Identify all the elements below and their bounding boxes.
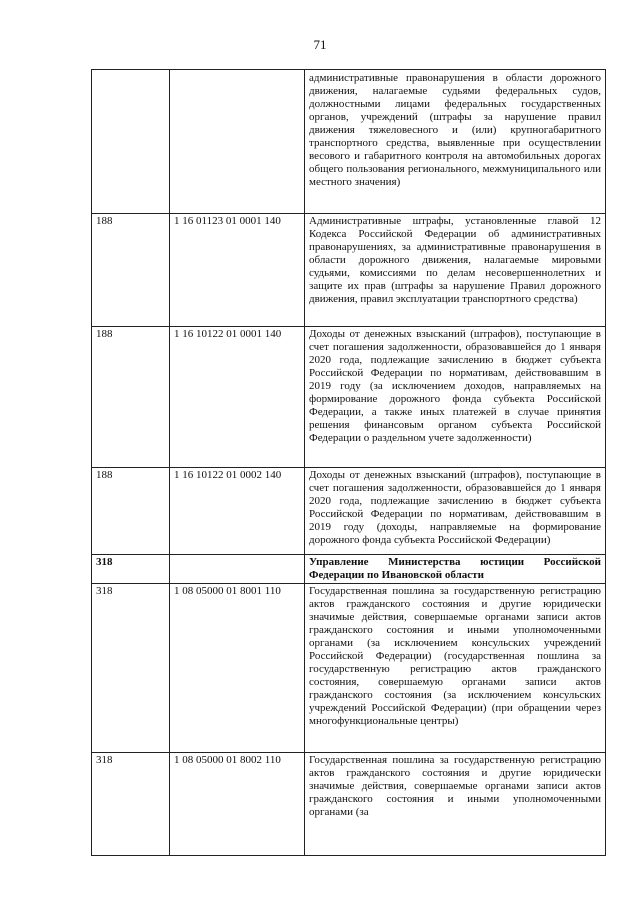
table-row	[92, 584, 606, 753]
description-cell: Административные штрафы, установленные главой 12 Кодекса Российской Федерации об административных правонарушениях, за административные правонарушения в области дорожного движения, налагаемые мировыми судьями, комиссиями по делам несовершеннолетних и защите их прав (штрафы за нарушение Правил дорожного движения, правил эксплуатации транспортного средства)	[305, 214, 606, 327]
admin-code-cell: 188	[92, 327, 170, 468]
kbk-cell: 1 16 10122 01 0001 140	[170, 327, 305, 468]
budget-classification-table	[91, 69, 606, 856]
admin-code-cell: 188	[92, 214, 170, 327]
table-row	[92, 214, 606, 327]
kbk-cell: 1 16 01123 01 0001 140	[170, 214, 305, 327]
kbk-cell	[170, 555, 305, 584]
admin-code-cell: 318	[92, 584, 170, 753]
description-cell: Государственная пошлина за государственную регистрацию актов гражданского состояния и другие юридически значимые действия, совершаемые органами записи актов гражданского состояния и иными уполномоченными органами (за исключением консульских учреждений Российской Федерации) (государственная пошлина за государственную регистрацию актов гражданского состояния, совершаемую органами записи актов гражданского состояния (за исключением консульских учреждений Российской Федерации) (при обращении через многофункциональные центры)	[305, 584, 606, 753]
kbk-cell: 1 16 10122 01 0002 140	[170, 468, 305, 555]
kbk-cell	[170, 70, 305, 214]
page-number: 71	[313, 37, 327, 52]
table-row	[92, 327, 606, 468]
description-cell: административные правонарушения в области дорожного движения, налагаемые судьями федеральных судов, должностными лицами федеральных государственных органов, учреждений (штрафы за нарушение правил движения тяжеловесного и (или) крупногабаритного транспортного средства, выявленные при осуществлении весового и габаритного контроля на автомобильных дорогах общего пользования регионального, межмуниципального или местного значения)	[305, 70, 606, 214]
admin-code-cell	[92, 70, 170, 214]
kbk-cell: 1 08 05000 01 8002 110	[170, 753, 305, 856]
description-cell: Доходы от денежных взысканий (штрафов), поступающие в счет погашения задолженности, образовавшейся до 1 января 2020 года, подлежащие зачислению в бюджет субъекта Российской Федерации по нормативам, действовавшим в 2019 году (доходы, направляемые на формирование дорожного фонда субъекта Российской Федерации)	[305, 468, 606, 555]
table-row	[92, 468, 606, 555]
description-cell: Государственная пошлина за государственную регистрацию актов гражданского состояния и другие юридически значимые действия, совершаемые органами записи актов гражданского состояния и иными уполномоченными органами (за	[305, 753, 606, 856]
kbk-cell: 1 08 05000 01 8001 110	[170, 584, 305, 753]
table-row	[92, 70, 606, 214]
section-title-cell: Управление Министерства юстиции Российской Федерации по Ивановской области	[305, 555, 606, 584]
admin-code-cell: 318	[92, 753, 170, 856]
table-row	[92, 753, 606, 856]
table-row-section-header	[92, 555, 606, 584]
admin-code-cell: 318	[92, 555, 170, 584]
admin-code-cell: 188	[92, 468, 170, 555]
description-cell: Доходы от денежных взысканий (штрафов), поступающие в счет погашения задолженности, образовавшейся до 1 января 2020 года, подлежащие зачислению в бюджет субъекта Российской Федерации по нормативам, действовавшим в 2019 году (за исключением доходов, направляемых на формирование дорожного фонда субъекта Российской Федерации, а также иных платежей в случае принятия решения финансовым органом субъекта Российской Федерации о раздельном учете задолженности)	[305, 327, 606, 468]
